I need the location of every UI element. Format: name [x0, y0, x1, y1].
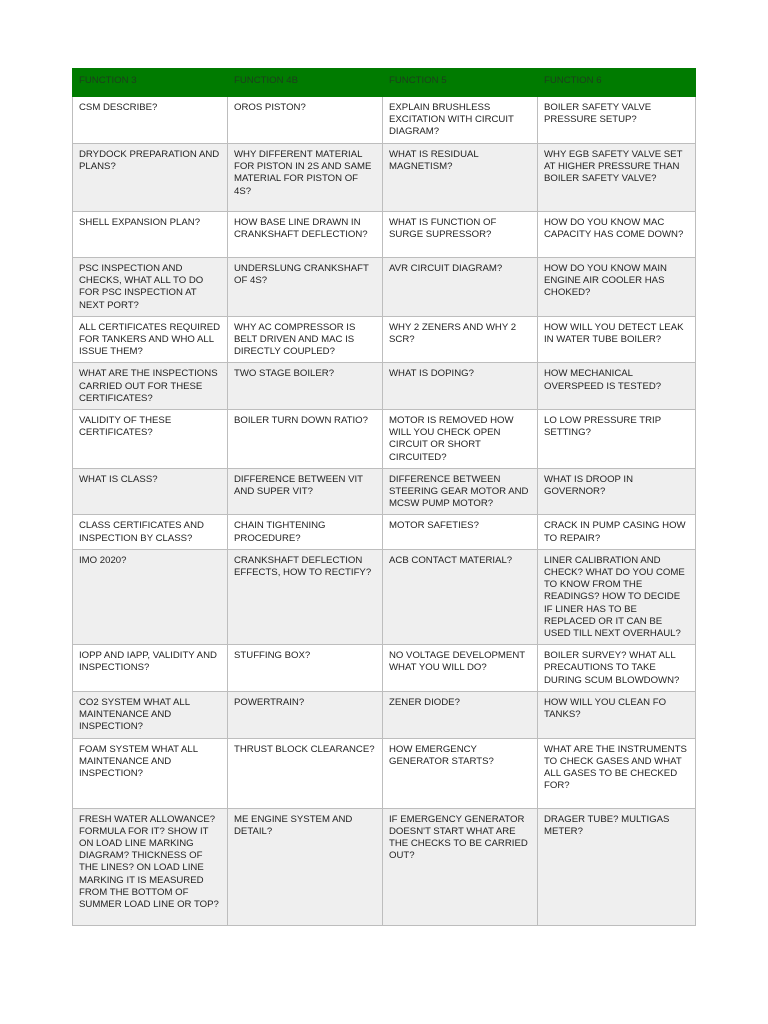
table-cell: HOW EMERGENCY GENERATOR STARTS?: [383, 738, 538, 808]
table-cell: ME ENGINE SYSTEM AND DETAIL?: [228, 808, 383, 925]
table-cell: CSM DESCRIBE?: [73, 97, 228, 144]
table-cell: VALIDITY OF THESE CERTIFICATES?: [73, 410, 228, 469]
table-cell: HOW MECHANICAL OVERSPEED IS TESTED?: [538, 363, 696, 410]
table-row: [73, 738, 696, 808]
table-cell: HOW DO YOU KNOW MAIN ENGINE AIR COOLER HAS CHOKED?: [538, 258, 696, 317]
table-cell: BOILER TURN DOWN RATIO?: [228, 410, 383, 469]
table-cell: TWO STAGE BOILER?: [228, 363, 383, 410]
table-cell: NO VOLTAGE DEVELOPMENT WHAT YOU WILL DO?: [383, 645, 538, 692]
table-cell: CRACK IN PUMP CASING HOW TO REPAIR?: [538, 515, 696, 549]
table-cell: WHAT IS FUNCTION OF SURGE SUPRESSOR?: [383, 212, 538, 258]
table-row: [73, 515, 696, 549]
table-cell: HOW DO YOU KNOW MAC CAPACITY HAS COME DOWN?: [538, 212, 696, 258]
table-row: [73, 808, 696, 925]
column-header-function-4b: FUNCTION 4B: [228, 69, 383, 97]
table-cell: DRYDOCK PREPARATION AND PLANS?: [73, 144, 228, 212]
table-cell: AVR CIRCUIT DIAGRAM?: [383, 258, 538, 317]
table-cell: OROS PISTON?: [228, 97, 383, 144]
table-row: [73, 645, 696, 692]
table-cell: CRANKSHAFT DEFLECTION EFFECTS, HOW TO RECTIFY?: [228, 549, 383, 644]
table-cell: BOILER SAFETY VALVE PRESSURE SETUP?: [538, 97, 696, 144]
table-cell: MOTOR IS REMOVED HOW WILL YOU CHECK OPEN CIRCUIT OR SHORT CIRCUITED?: [383, 410, 538, 469]
table-cell: WHY EGB SAFETY VALVE SET AT HIGHER PRESSURE THAN BOILER SAFETY VALVE?: [538, 144, 696, 212]
table-cell: DIFFERENCE BETWEEN VIT AND SUPER VIT?: [228, 468, 383, 515]
table-cell: CO2 SYSTEM WHAT ALL MAINTENANCE AND INSPECTION?: [73, 691, 228, 738]
table-cell: ZENER DIODE?: [383, 691, 538, 738]
document-page: [72, 68, 695, 926]
table-cell: WHAT IS CLASS?: [73, 468, 228, 515]
table-cell: BOILER SURVEY? WHAT ALL PRECAUTIONS TO TAKE DURING SCUM BLOWDOWN?: [538, 645, 696, 692]
table-row: [73, 212, 696, 258]
table-cell: DRAGER TUBE? MULTIGAS METER?: [538, 808, 696, 925]
table-cell: FRESH WATER ALLOWANCE? FORMULA FOR IT? SHOW IT ON LOAD LINE MARKING DIAGRAM? THICKNESS OF THE LINES? ON LOAD LINE MARKING IT IS MEASURED FROM THE BOTTOM OF SUMMER LOAD LINE OR TOP?: [73, 808, 228, 925]
table-cell: WHAT ARE THE INSTRUMENTS TO CHECK GASES AND WHAT ALL GASES TO BE CHECKED FOR?: [538, 738, 696, 808]
table-row: [73, 316, 696, 363]
table-row: [73, 468, 696, 515]
table-cell: HOW BASE LINE DRAWN IN CRANKSHAFT DEFLECTION?: [228, 212, 383, 258]
questions-table: [72, 68, 696, 926]
table-cell: IF EMERGENCY GENERATOR DOESN'T START WHAT ARE THE CHECKS TO BE CARRIED OUT?: [383, 808, 538, 925]
table-cell: POWERTRAIN?: [228, 691, 383, 738]
table-row: [73, 549, 696, 644]
table-cell: ALL CERTIFICATES REQUIRED FOR TANKERS AND WHO ALL ISSUE THEM?: [73, 316, 228, 363]
table-row: [73, 97, 696, 144]
table-cell: MOTOR SAFETIES?: [383, 515, 538, 549]
table-cell: STUFFING BOX?: [228, 645, 383, 692]
table-cell: WHAT IS DOPING?: [383, 363, 538, 410]
table-cell: DIFFERENCE BETWEEN STEERING GEAR MOTOR AND MCSW PUMP MOTOR?: [383, 468, 538, 515]
column-header-function-6: FUNCTION 6: [538, 69, 696, 97]
table-cell: LO LOW PRESSURE TRIP SETTING?: [538, 410, 696, 469]
table-cell: WHY AC COMPRESSOR IS BELT DRIVEN AND MAC IS DIRECTLY COUPLED?: [228, 316, 383, 363]
table-cell: WHY 2 ZENERS AND WHY 2 SCR?: [383, 316, 538, 363]
table-cell: UNDERSLUNG CRANKSHAFT OF 4S?: [228, 258, 383, 317]
table-cell: SHELL EXPANSION PLAN?: [73, 212, 228, 258]
table-cell: WHY DIFFERENT MATERIAL FOR PISTON IN 2S AND SAME MATERIAL FOR PISTON OF 4S?: [228, 144, 383, 212]
table-cell: WHAT IS RESIDUAL MAGNETISM?: [383, 144, 538, 212]
table-cell: IOPP AND IAPP, VALIDITY AND INSPECTIONS?: [73, 645, 228, 692]
table-cell: EXPLAIN BRUSHLESS EXCITATION WITH CIRCUIT DIAGRAM?: [383, 97, 538, 144]
table-row: [73, 410, 696, 469]
table-cell: HOW WILL YOU CLEAN FO TANKS?: [538, 691, 696, 738]
column-header-function-5: FUNCTION 5: [383, 69, 538, 97]
table-row: [73, 144, 696, 212]
table-cell: WHAT IS DROOP IN GOVERNOR?: [538, 468, 696, 515]
table-cell: IMO 2020?: [73, 549, 228, 644]
table-cell: ACB CONTACT MATERIAL?: [383, 549, 538, 644]
table-cell: CHAIN TIGHTENING PROCEDURE?: [228, 515, 383, 549]
table-cell: HOW WILL YOU DETECT LEAK IN WATER TUBE BOILER?: [538, 316, 696, 363]
table-cell: CLASS CERTIFICATES AND INSPECTION BY CLASS?: [73, 515, 228, 549]
table-cell: FOAM SYSTEM WHAT ALL MAINTENANCE AND INSPECTION?: [73, 738, 228, 808]
table-cell: PSC INSPECTION AND CHECKS, WHAT ALL TO DO FOR PSC INSPECTION AT NEXT PORT?: [73, 258, 228, 317]
table-row: [73, 363, 696, 410]
table-cell: WHAT ARE THE INSPECTIONS CARRIED OUT FOR THESE CERTIFICATES?: [73, 363, 228, 410]
table-cell: THRUST BLOCK CLEARANCE?: [228, 738, 383, 808]
table-cell: LINER CALIBRATION AND CHECK? WHAT DO YOU COME TO KNOW FROM THE READINGS? HOW TO DECIDE IF LINER HAS TO BE REPLACED OR IT CAN BE USED TILL NEXT OVERHAUL?: [538, 549, 696, 644]
column-header-function-3: FUNCTION 3: [73, 69, 228, 97]
table-header-row: [73, 69, 696, 97]
table-row: [73, 691, 696, 738]
table-row: [73, 258, 696, 317]
